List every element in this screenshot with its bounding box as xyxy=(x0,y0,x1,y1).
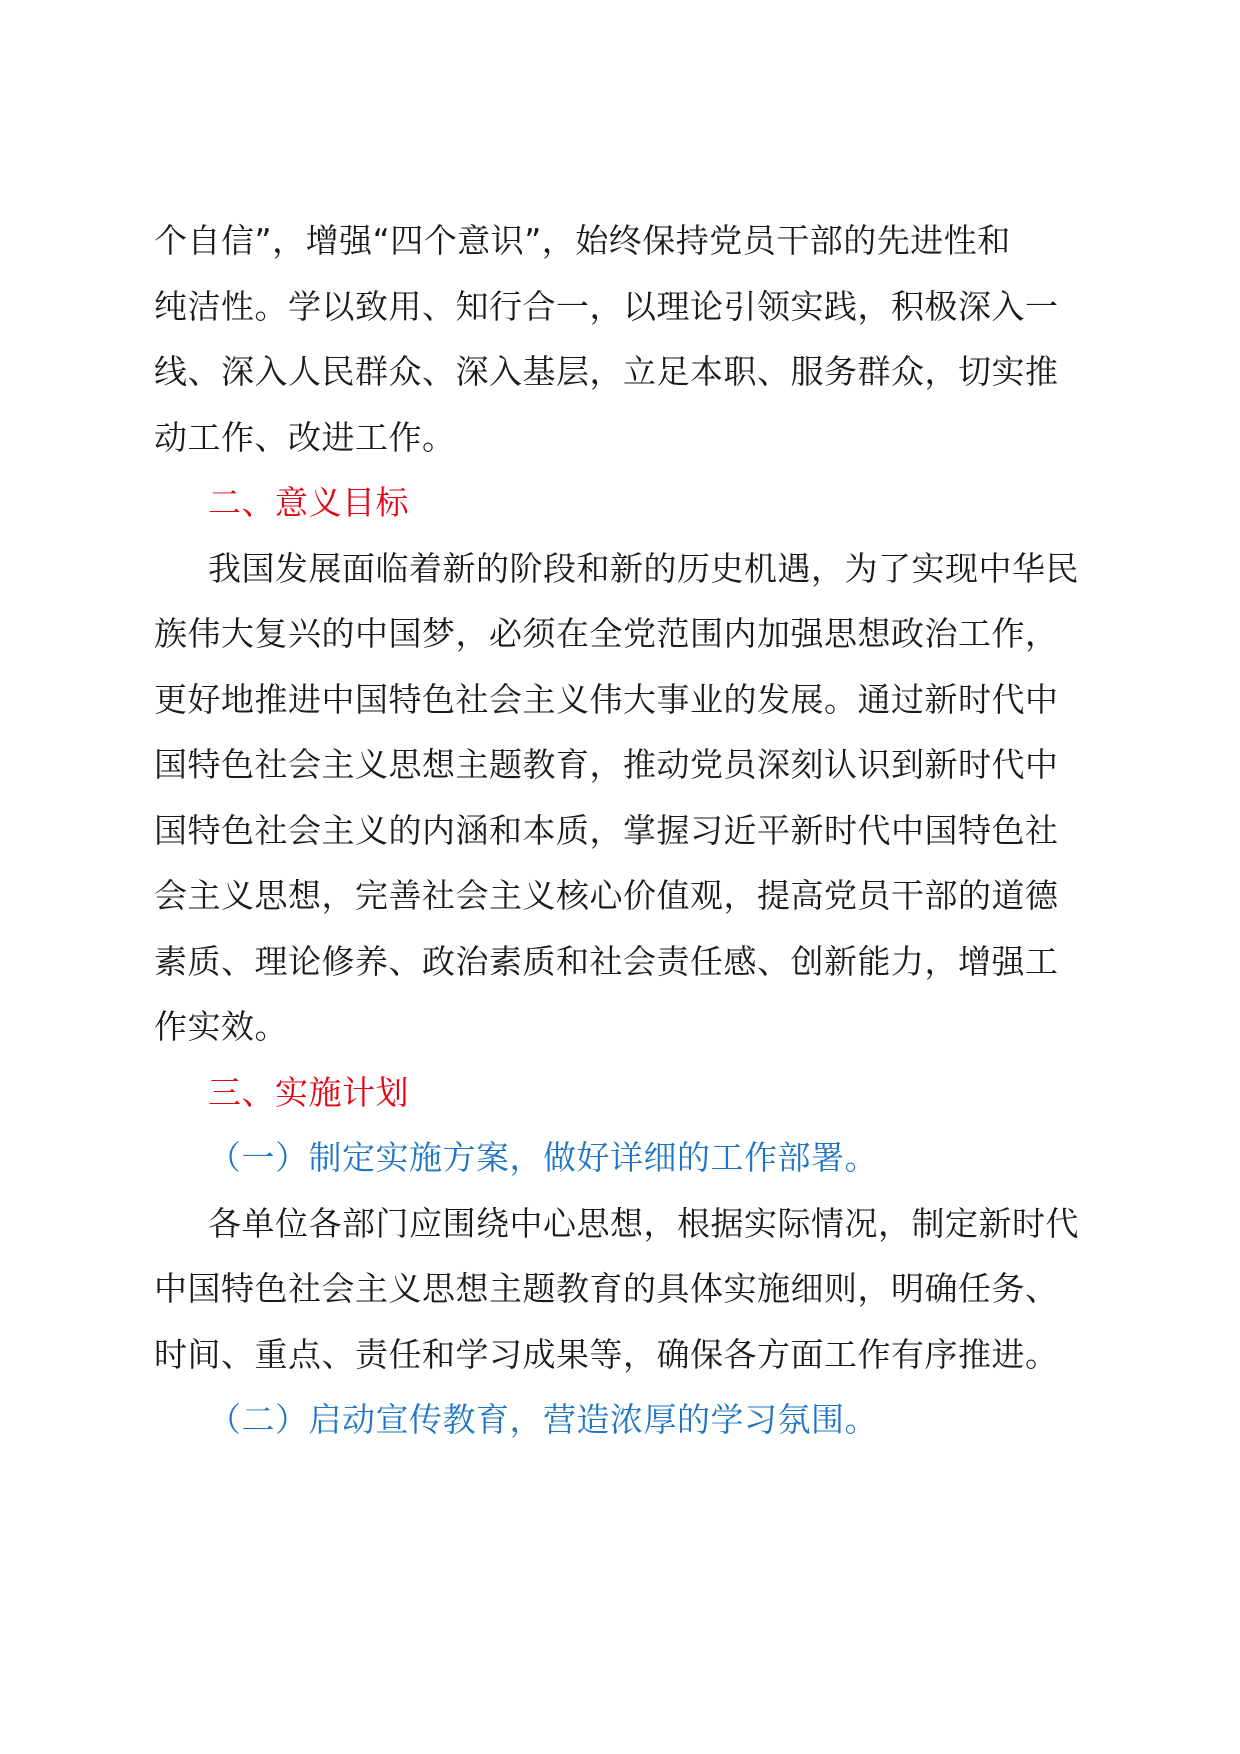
paragraph-line: 更好地推进中国特色社会主义伟大事业的发展。通过新时代中 xyxy=(154,679,1059,719)
document-body xyxy=(154,208,1089,1453)
paragraph-line: 国特色社会主义的内涵和本质，掌握习近平新时代中国特色社 xyxy=(154,810,1059,850)
paragraph-line: 时间、重点、责任和学习成果等，确保各方面工作有序推进。 xyxy=(154,1334,1059,1374)
paragraph-line: 国特色社会主义思想主题教育，推动党员深刻认识到新时代中 xyxy=(154,745,1059,784)
section-heading-significance: 二、意义目标 xyxy=(208,483,409,522)
paragraph-line: 会主义思想，完善社会主义核心价值观，提高党员干部的道德 xyxy=(154,876,1059,915)
paragraph-line: 各单位各部门应围绕中心思想，根据实际情况，制定新时代 xyxy=(208,1203,1079,1243)
paragraph-line: 中国特色社会主义思想主题教育的具体实施细则，明确任务、 xyxy=(154,1269,1059,1308)
subsection-heading-publicity: （二）启动宣传教育，营造浓厚的学习氛围。 xyxy=(208,1400,878,1439)
subsection-heading-plan: （一）制定实施方案，做好详细的工作部署。 xyxy=(208,1138,878,1177)
paragraph-line: 作实效。 xyxy=(154,1007,288,1046)
paragraph-line: 素质、理论修养、政治素质和社会责任感、创新能力，增强工 xyxy=(154,941,1059,981)
paragraph-line: 线、深入人民群众、深入基层，立足本职、服务群众，切实推 xyxy=(154,352,1059,391)
paragraph-line: 动工作、改进工作。 xyxy=(154,417,456,457)
section-heading-implementation: 三、实施计划 xyxy=(208,1072,409,1112)
paragraph-line: 个自信”，增强“四个意识”，始终保持党员干部的先进性和 xyxy=(154,221,1011,260)
paragraph-line: 我国发展面临着新的阶段和新的历史机遇，为了实现中华民 xyxy=(208,548,1079,588)
paragraph-line: 纯洁性。学以致用、知行合一，以理论引领实践，积极深入一 xyxy=(154,286,1059,326)
paragraph-line: 族伟大复兴的中国梦，必须在全党范围内加强思想政治工作， xyxy=(154,614,1059,653)
